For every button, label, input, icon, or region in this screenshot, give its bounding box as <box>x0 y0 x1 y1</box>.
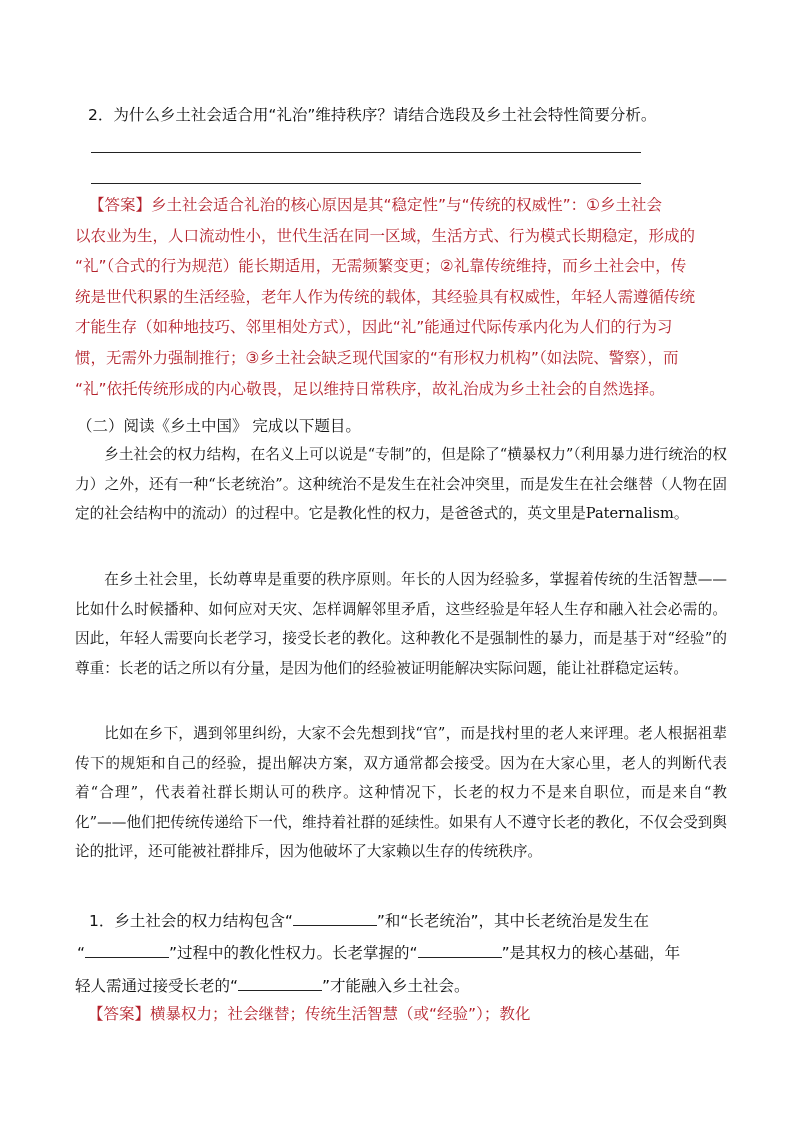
answer-line: 以农业为生，人口流动性小，世代生活在同一区域，生活方式、行为模式长期稳定，形成的 <box>75 226 696 245</box>
answer-2 <box>88 1001 530 1027</box>
answer-text: 横暴权力；社会继替；传统生活智慧（或“经验”）；教化 <box>150 1005 531 1023</box>
answer-line: “礼”（合式的行为规范）能长期适用，无需频繁变更；②礼靠传统维持，而乡土社会中，传 <box>75 257 687 276</box>
passage-paragraph-1: 乡土社会的权力结构，在名义上可以说是“专制”的，但是除了“横暴权力”（利用暴力进行统治的权力）之外，还有一种“长老统治”。这种统治不是发生在社会冲突里，而是发生在社会继替（人物在固定的社会结构中的流动）的过程中。它是教化性的权力，是爸爸式的，英文里是Paternalism。 <box>75 446 727 523</box>
answer-1 <box>75 190 721 404</box>
answer-line: 【答案】乡土社会适合礼治的核心原因是其“稳定性”与“传统的权威性”：①乡土社会 <box>89 196 663 214</box>
answer-label: 【答案】 <box>89 196 152 214</box>
answer-line-1[interactable] <box>91 152 641 153</box>
fill-blank-2[interactable] <box>85 942 169 958</box>
answer-line-2[interactable] <box>91 183 641 184</box>
answer-line: 统是世代积累的生活经验，老年人作为传统的载体，其经验具有权威性，年轻人需遵循传统 <box>75 287 696 306</box>
question-2: 2．为什么乡土社会适合用“礼治”维持秩序？请结合选段及乡土社会特性简要分析。 <box>88 106 657 124</box>
passage-paragraph-2: 在乡土社会里，长幼尊卑是重要的秩序原则。年长的人因为经验多，掌握着传统的生活智慧——比如什么时候播种、如何应对天灾、怎样调解邻里矛盾，这些经验是年轻人生存和融入社会必需的。因此，年轻人需要向长老学习，接受长老的教化。这种教化不是强制性的暴力，而是基于对“经验”的尊重：长老的话之所以有分量，是因为他们的经验被证明能解决实际问题，能让社群稳定运转。 <box>75 571 727 677</box>
section-heading: （二）阅读《乡土中国》 完成以下题目。 <box>77 417 361 435</box>
fill-blank-4[interactable] <box>238 975 322 991</box>
question-1: 1．乡土社会的权力结构包含“ ”和“长老统治”，其中长老统治是发生在 “ ”过程中的教化性权力。长老掌握的“ ”是其权力的核心基础，年 轻人需通过接受长老的“ ”才能融入乡土社会。 <box>75 912 681 995</box>
fill-blank-1[interactable] <box>293 910 377 926</box>
answer-line: “礼”依托传统形成的内心敬畏，足以维持日常秩序，故礼治成为乡土社会的自然选择。 <box>75 379 665 398</box>
fill-blank-3[interactable] <box>418 942 502 958</box>
answer-line: 惯，无需外力强制推行；③乡土社会缺乏现代国家的“有形权力机构”（如法院、警察），而 <box>75 348 679 367</box>
passage-paragraph-3: 比如在乡下，遇到邻里纠纷，大家不会先想到找“官”，而是找村里的老人来评理。老人根据祖辈传下的规矩和自己的经验，提出解决方案，双方通常都会接受。因为在大家心里，老人的判断代表着“合理”，代表着社群长期认可的秩序。这种情况下，长老的权力不是来自职位，而是来自“教化”——他们把传统传递给下一代，维持着社群的延续性。如果有人不遵守长老的教化，不仅会受到舆论的批评，还可能被社群排斥，因为他破坏了大家赖以生存的传统秩序。 <box>75 725 727 861</box>
answer-label: 【答案】 <box>88 1005 151 1023</box>
answer-line: 才能生存（如种地技巧、邻里相处方式），因此“礼”能通过代际传承内化为人们的行为习 <box>75 318 673 337</box>
